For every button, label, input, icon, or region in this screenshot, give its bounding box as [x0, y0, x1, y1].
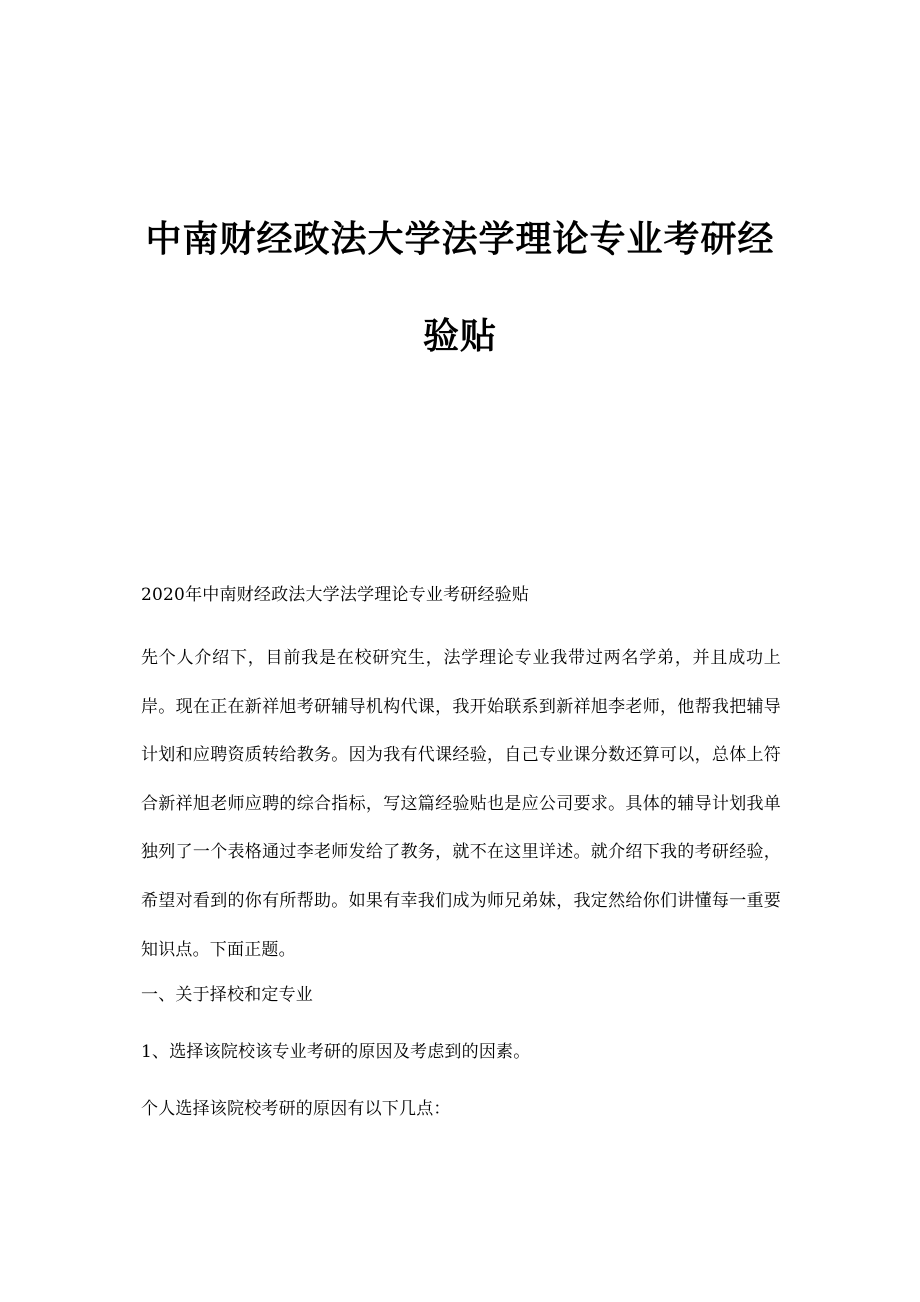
item-heading: 1、选择该院校该专业考研的原因及考虑到的因素。: [141, 1042, 531, 1062]
intro-paragraph: 先个人介绍下，目前我是在校研究生，法学理论专业我带过两名学弟，并且成功上岸。现在正在新祥旭考研辅导机构代课，我开始联系到新祥旭李老师，他帮我把辅导计划和应聘资质转给教务。因为我有代课经验，自己专业课分数还算可以，总体上符合新祥旭老师应聘的综合指标，写这篇经验贴也是应公司要求。具体的辅导计划我单独列了一个表格通过李老师发给了教务，就不在这里详述。就介绍下我的考研经验，希望对看到的你有所帮助。如果有幸我们成为师兄弟妹，我定然给你们讲懂每一重要知识点。下面正题。: [141, 648, 781, 960]
reasons-lead-text: 个人选择该院校考研的原因有以下几点：: [141, 1099, 451, 1119]
document-title-line-1: 中南财经政法大学法学理论专业考研经: [145, 219, 775, 260]
document-title-line-2: 验贴: [422, 316, 497, 357]
document-subtitle: 2020年中南财经政法大学法学理论专业考研经验贴: [141, 585, 530, 605]
section-heading: 一、关于择校和定专业: [141, 985, 313, 1005]
